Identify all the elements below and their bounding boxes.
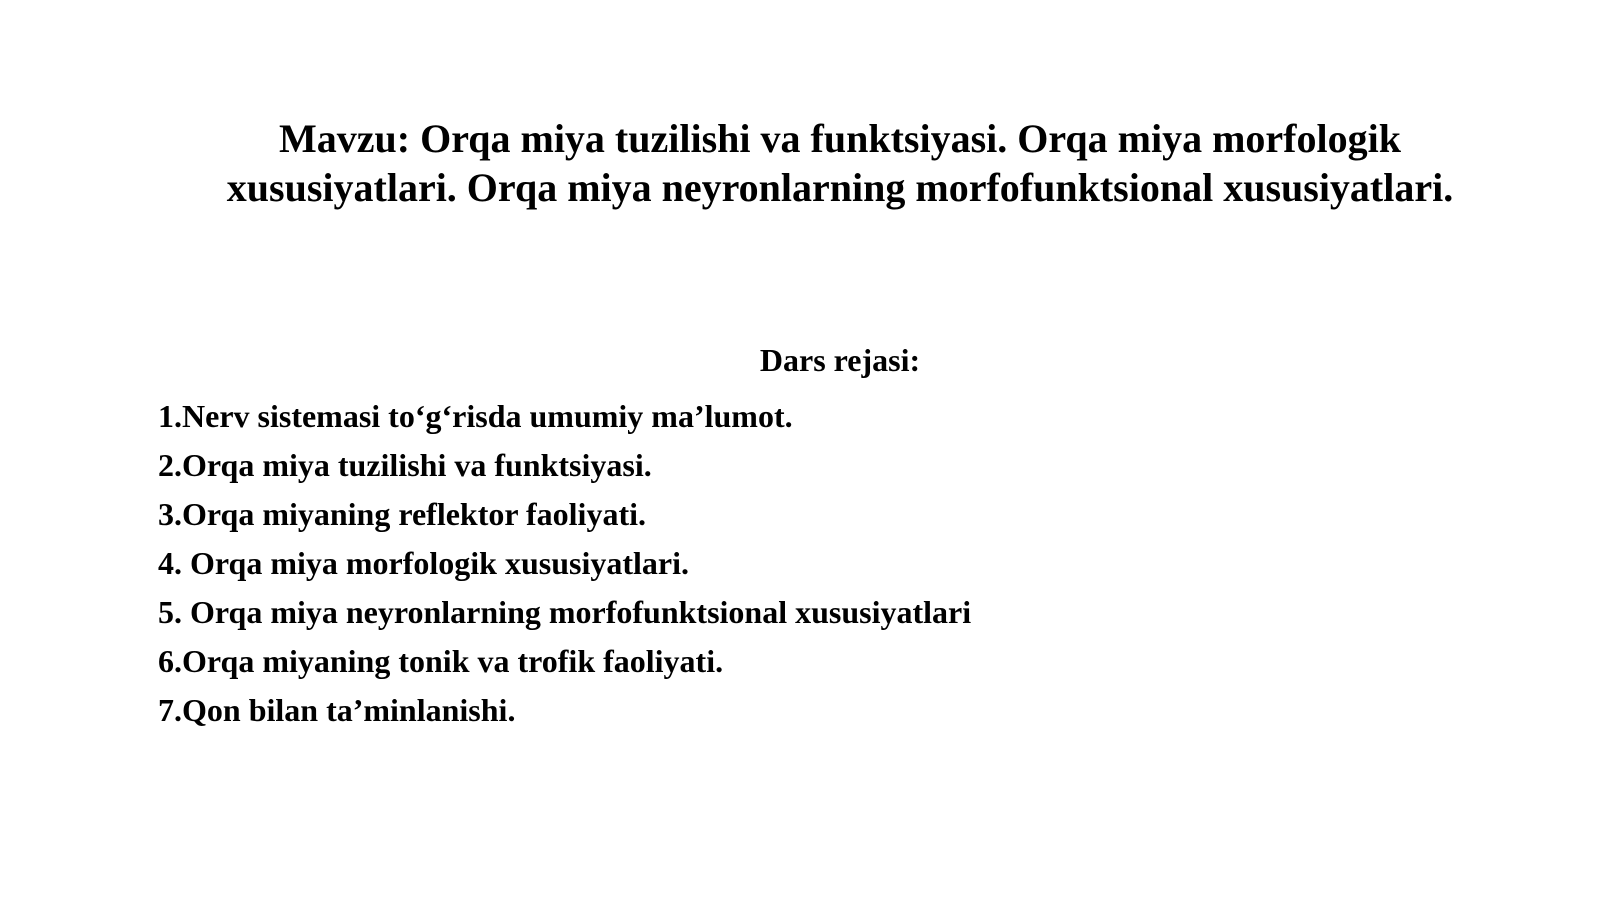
plan-item-3: 3.Orqa miyaning reflektor faoliyati. (158, 496, 646, 532)
plan-item-6: 6.Orqa miyaning tonik va trofik faoliyati. (158, 643, 724, 679)
plan-item-4: 4. Orqa miya morfologik xususiyatlari. (158, 545, 689, 581)
plan-heading: Dars rejasi: (759, 342, 921, 378)
lesson-plan-list (158, 398, 1358, 737)
plan-item-5: 5. Orqa miya neyronlarning morfofunktsional xususiyatlari (158, 594, 972, 630)
slide-title: Mavzu: Orqa miya tuzilishi va funktsiyasi. Orqa miya morfologik xususiyatlari. Orqa miya neyronlarning morfofunktsional xususiyatlari. (226, 116, 1454, 210)
plan-item-7: 7.Qon bilan ta’minlanishi. (158, 692, 516, 728)
plan-item-1: 1.Nerv sistemasi to‘g‘risda umumiy ma’lumot. (158, 398, 793, 434)
plan-item-2: 2.Orqa miya tuzilishi va funktsiyasi. (158, 447, 652, 483)
